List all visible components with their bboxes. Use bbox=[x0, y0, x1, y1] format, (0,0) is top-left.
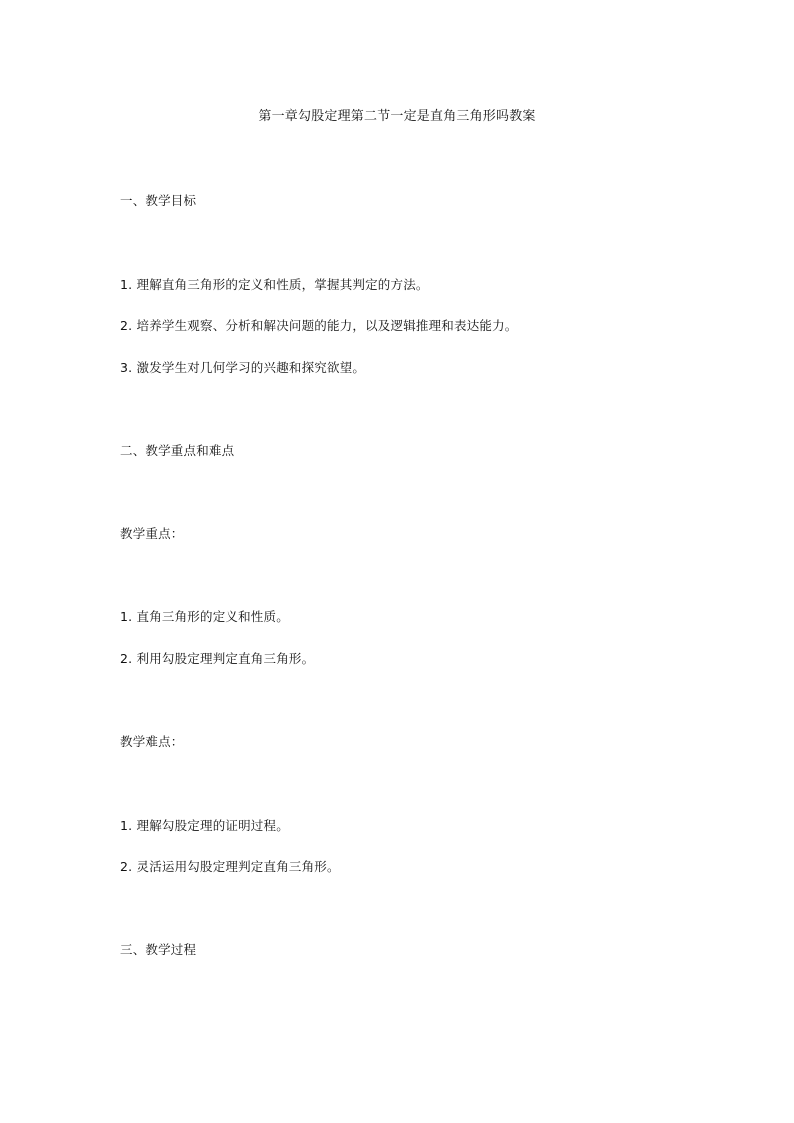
focus-item: 1. 直角三角形的定义和性质。 bbox=[120, 609, 289, 624]
difficulty-item: 1. 理解勾股定理的证明过程。 bbox=[120, 818, 289, 833]
section-heading-teaching-objectives: 一、教学目标 bbox=[120, 193, 197, 208]
document-title: 第一章勾股定理第二节一定是直角三角形吗教案 bbox=[258, 109, 536, 124]
focus-label: 教学重点： bbox=[120, 526, 184, 541]
focus-item: 2. 利用勾股定理判定直角三角形。 bbox=[120, 651, 315, 666]
difficulty-label: 教学难点： bbox=[120, 734, 184, 749]
objective-item: 2. 培养学生观察、分析和解决问题的能力，以及逻辑推理和表达能力。 bbox=[120, 318, 518, 333]
section-heading-teaching-process: 三、教学过程 bbox=[120, 942, 197, 957]
objective-item: 1. 理解直角三角形的定义和性质，掌握其判定的方法。 bbox=[120, 277, 429, 292]
section-heading-key-points: 二、教学重点和难点 bbox=[120, 443, 235, 458]
objective-item: 3. 激发学生对几何学习的兴趣和探究欲望。 bbox=[120, 360, 366, 375]
difficulty-item: 2. 灵活运用勾股定理判定直角三角形。 bbox=[120, 859, 340, 874]
